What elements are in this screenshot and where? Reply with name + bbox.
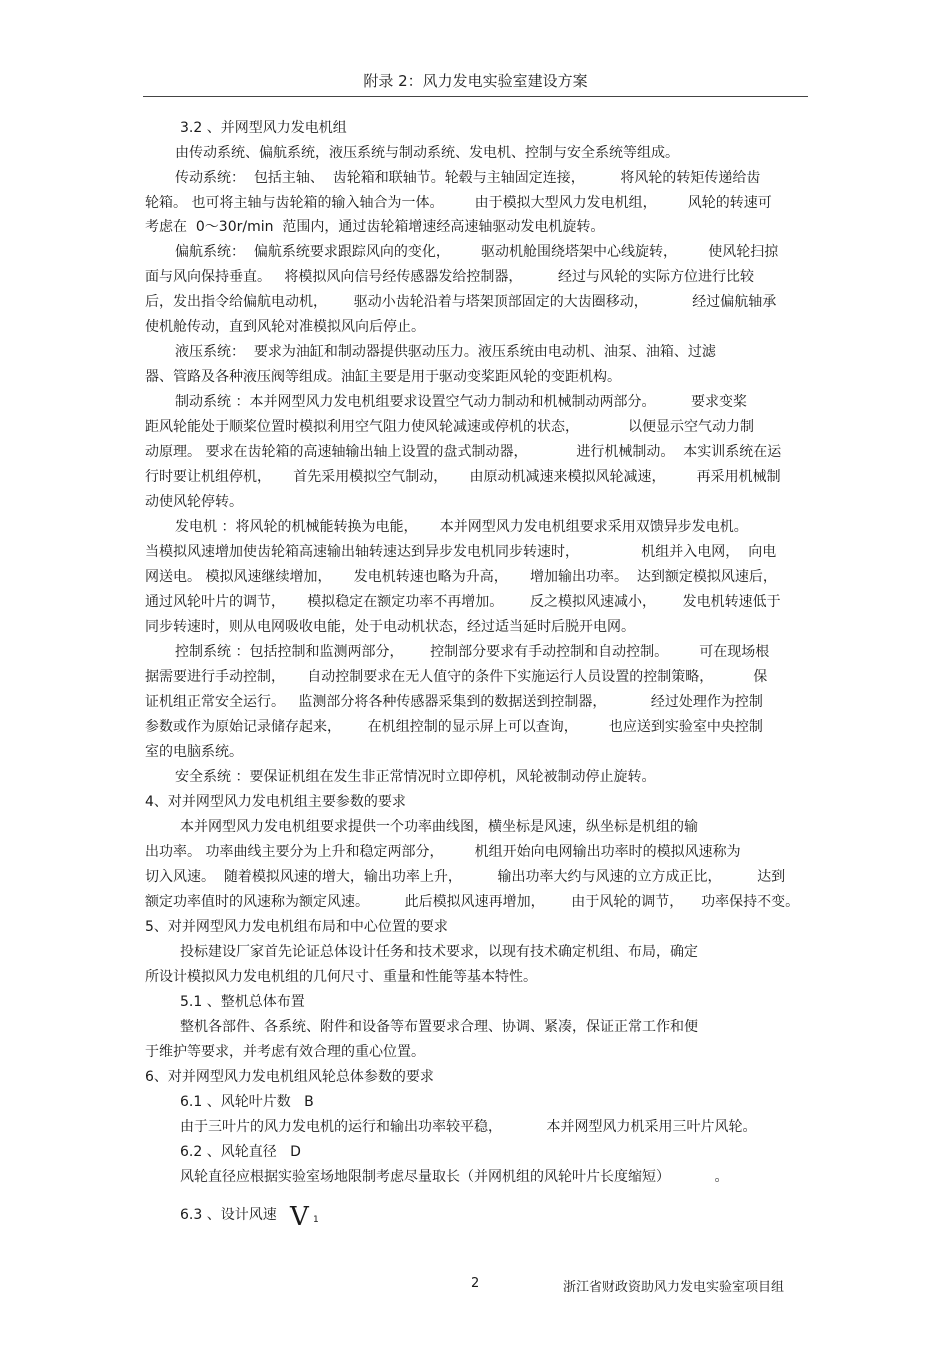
text-line: 同步转速时，则从电网吸收电能，处于电动机状态，经过适当延时后脱开电网。 [145,619,635,635]
page-number: 2 [471,1276,480,1291]
text-line: 于维护等要求，并考虑有效合理的重心位置。 [145,1044,425,1060]
design-wind-speed-symbol: V [290,1202,309,1232]
text-line: 行时要让机组停机， 首先采用模拟空气制动， 由原动机减速来模拟风轮减速， 再采用机械制 [145,469,781,485]
text-line: 液压系统： 要求为油缸和制动器提供驱动压力。液压系统由电动机、油泵、油箱、过滤 [175,344,716,360]
text-line: 控制系统 ：包括控制和监测两部分， 控制部分要求有手动控制和自动控制。 可在现场根 [175,644,770,660]
section-heading-3-2: 3.2 、并网型风力发电机组 [180,120,347,136]
section-heading-6-1: 6.1 、风轮叶片数 B [180,1094,314,1110]
text-line: 投标建设厂家首先论证总体设计任务和技术要求，以现有技术确定机组、布局，确定 [180,944,698,960]
text-line: 由传动系统、偏航系统，液压系统与制动系统、发电机、控制与安全系统等组成。 [175,145,679,161]
text-line: 额定功率值时的风速称为额定风速。 此后模拟风速再增加， 由于风轮的调节， 功率保持不变。 [145,894,800,910]
text-line: 距风轮能处于顺桨位置时模拟利用空气阻力使风轮减速或停机的状态， 以便显示空气动力制 [145,419,754,435]
text-line: 使机舱传动，直到风轮对准模拟风向后停止。 [145,319,425,335]
text-line: 后，发出指令给偏航电动机， 驱动小齿轮沿着与塔架顶部固定的大齿圈移动， 经过偏航轴承 [145,294,777,310]
text-line: 由于三叶片的风力发电机的运行和输出功率较平稳， 本并网型风力机采用三叶片风轮。 [180,1119,757,1135]
text-line: 偏航系统： 偏航系统要求跟踪风向的变化， 驱动机舱围绕塔架中心线旋转， 使风轮扫掠 [175,244,779,260]
text-line: 考虑在 0～30r/min 范围内，通过齿轮箱增速经高速轴驱动发电机旋转。 [145,219,605,235]
section-heading-5: 5、对并网型风力发电机组布局和中心位置的要求 [145,919,448,935]
text-line: 发电机 ：将风轮的机械能转换为电能， 本并网型风力发电机组要求采用双馈异步发电机。 [175,519,748,535]
section-heading-6-3: 6.3 、设计风速 [180,1207,277,1223]
section-heading-6: 6、对并网型风力发电机组风轮总体参数的要求 [145,1069,434,1085]
section-heading-4: 4、对并网型风力发电机组主要参数的要求 [145,794,406,810]
text-line: 动使风轮停转。 [145,494,243,510]
text-line: 出功率。 功率曲线主要分为上升和稳定两部分， 机组开始向电网输出功率时的模拟风速称为 [145,844,741,860]
text-line: 制动系统 ：本并网型风力发电机组要求设置空气动力制动和机械制动两部分。 要求变桨 [175,394,748,410]
text-line: 器、管路及各种液压阀等组成。油缸主要是用于驱动变桨距风轮的变距机构。 [145,369,621,385]
text-line: 当模拟风速增加使齿轮箱高速输出轴转速达到异步发电机同步转速时， 机组并入电网， 向电 [145,544,777,560]
text-line: 本并网型风力发电机组要求提供一个功率曲线图，横坐标是风速，纵坐标是机组的输 [180,819,698,835]
text-line: 证机组正常安全运行。 监测部分将各种传感器采集到的数据送到控制器， 经过处理作为控制 [145,694,763,710]
text-line: 通过风轮叶片的调节， 模拟稳定在额定功率不再增加。 反之模拟风速减小， 发电机转速低于 [145,594,781,610]
text-line: 切入风速。 随着模拟风速的增大，输出功率上升， 输出功率大约与风速的立方成正比， 达到 [145,869,786,885]
text-line: 传动系统： 包括主轴、 齿轮箱和联轴节。轮毂与主轴固定连接， 将风轮的转矩传递给齿 [175,170,761,186]
text-line: 轮箱。 也可将主轴与齿轮箱的输入轴合为一体。 由于模拟大型风力发电机组， 风轮的转速可 [145,195,772,211]
text-line: 网送电。 模拟风速继续增加， 发电机转速也略为升高， 增加输出功率。 达到额定模拟风速后， [145,569,777,585]
section-heading-6-2: 6.2 、风轮直径 D [180,1144,301,1160]
text-line: 面与风向保持垂直。 将模拟风向信号经传感器发给控制器， 经过与风轮的实际方位进行比较 [145,269,754,285]
text-line: 参数或作为原始记录储存起来， 在机组控制的显示屏上可以查询， 也应送到实验室中央控制 [145,719,763,735]
design-wind-speed-subscript: 1 [313,1215,319,1225]
text-line: 整机各部件、各系统、附件和设备等布置要求合理、协调、紧凑，保证正常工作和便 [180,1019,698,1035]
text-line: 据需要进行手动控制， 自动控制要求在无人值守的条件下实施运行人员设置的控制策略， 保 [145,669,768,685]
page-header: 附录 2：风力发电实验室建设方案 [363,72,588,90]
text-line: 所设计模拟风力发电机组的几何尺寸、重量和性能等基本特性。 [145,969,537,985]
footer-text: 浙江省财政资助风力发电实验室项目组 [563,1280,785,1295]
header-rule [143,96,808,97]
text-line: 安全系统 ：要保证机组在发生非正常情况时立即停机，风轮被制动停止旋转。 [175,769,656,785]
section-heading-5-1: 5.1 、整机总体布置 [180,994,305,1010]
text-line: 风轮直径应根据实验室场地限制考虑尽量取长（并网机组的风轮叶片长度缩短） 。 [180,1169,729,1185]
text-line: 室的电脑系统。 [145,744,243,760]
text-line: 动原理。 要求在齿轮箱的高速轴输出轴上设置的盘式制动器， 进行机械制动。 本实训系统在运 [145,444,782,460]
